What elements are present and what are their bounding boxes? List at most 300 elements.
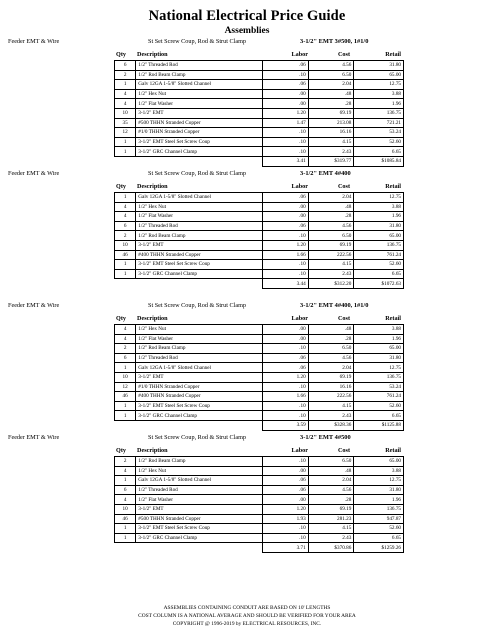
cell-labor: 1.47 xyxy=(263,118,309,128)
cell-cost: 69.19 xyxy=(308,372,354,382)
cell-labor: .10 xyxy=(263,382,309,392)
cell-qty: 10 xyxy=(115,108,136,118)
total-spacer xyxy=(136,156,263,166)
table-row xyxy=(115,363,404,373)
section-assembly-name: 3-1/2" EMT 3#500, 1#1/0 xyxy=(300,38,369,45)
column-header-labor: Labor xyxy=(291,183,308,190)
table-row xyxy=(115,250,404,260)
table-row xyxy=(115,457,404,467)
column-header-retail: Retail xyxy=(385,51,401,58)
cell-cost: 2.43 xyxy=(308,533,354,543)
cell-labor: .00 xyxy=(263,202,309,212)
cell-retail: 53.24 xyxy=(354,382,404,392)
table-row xyxy=(115,147,404,157)
column-header-qty: Qty xyxy=(116,183,126,190)
cell-qty: 6 xyxy=(115,485,136,495)
table-row xyxy=(115,353,404,363)
cell-labor: .00 xyxy=(263,99,309,109)
section-header xyxy=(0,433,494,443)
cell-qty: 35 xyxy=(115,118,136,128)
cell-qty: 1 xyxy=(115,476,136,486)
table-row xyxy=(115,240,404,250)
cell-retail: 12.75 xyxy=(354,363,404,373)
cell-labor: .10 xyxy=(263,457,309,467)
cell-labor: .10 xyxy=(263,533,309,543)
table-row xyxy=(115,137,404,147)
cell-retail: 136.75 xyxy=(354,108,404,118)
cell-retail: 31.80 xyxy=(354,485,404,495)
table-row xyxy=(115,212,404,222)
cell-qty: 1 xyxy=(115,524,136,534)
cell-retail: 3.88 xyxy=(354,325,404,335)
cell-desc: 3-1/2" GRC Channel Clamp xyxy=(136,411,263,421)
assembly-section xyxy=(0,433,494,565)
cell-labor: .00 xyxy=(263,495,309,505)
cell-cost: 2.43 xyxy=(308,411,354,421)
cell-cost: .48 xyxy=(308,202,354,212)
cell-qty: 46 xyxy=(115,514,136,524)
cell-retail: 3.88 xyxy=(354,466,404,476)
table-row xyxy=(115,128,404,138)
cell-labor: 1.20 xyxy=(263,240,309,250)
cell-qty: 1 xyxy=(115,80,136,90)
column-header-description: Description xyxy=(137,447,168,454)
cell-qty: 1 xyxy=(115,147,136,157)
cell-qty: 10 xyxy=(115,240,136,250)
cell-qty: 1 xyxy=(115,363,136,373)
cell-qty: 4 xyxy=(115,202,136,212)
cell-desc: 3-1/2" GRC Channel Clamp xyxy=(136,269,263,279)
cell-labor: .10 xyxy=(263,411,309,421)
assembly-section xyxy=(0,37,494,169)
cell-desc: 1/2" Threaded Rod xyxy=(136,485,263,495)
table-row xyxy=(115,89,404,99)
cell-labor: .06 xyxy=(263,363,309,373)
column-header-qty: Qty xyxy=(116,447,126,454)
cell-retail: 6.65 xyxy=(354,411,404,421)
section-header xyxy=(0,301,494,311)
cell-labor: 1.20 xyxy=(263,108,309,118)
total-labor: 3.71 xyxy=(263,543,309,553)
cell-retail: 6.65 xyxy=(354,269,404,279)
cell-cost: 2.43 xyxy=(308,147,354,157)
cell-retail: 947.87 xyxy=(354,514,404,524)
cell-desc: Galv 12GA 1-5/8" Slotted Channel xyxy=(136,476,263,486)
totals-row xyxy=(115,543,404,553)
cell-retail: 3.88 xyxy=(354,202,404,212)
column-header-cost: Cost xyxy=(337,51,350,58)
cell-cost: 6.50 xyxy=(308,70,354,80)
cell-qty: 1 xyxy=(115,137,136,147)
total-spacer xyxy=(115,156,136,166)
cell-labor: .10 xyxy=(263,344,309,354)
cell-retail: 1.96 xyxy=(354,212,404,222)
table-row xyxy=(115,476,404,486)
cell-labor: .00 xyxy=(263,466,309,476)
total-spacer xyxy=(115,543,136,553)
items-table xyxy=(114,60,404,167)
cell-desc: 1/2" Rod Beam Clamp xyxy=(136,70,263,80)
cell-desc: 3-1/2" GRC Channel Clamp xyxy=(136,147,263,157)
cell-retail: 136.75 xyxy=(354,240,404,250)
cell-desc: 3-1/2" EMT xyxy=(136,240,263,250)
cell-retail: 136.75 xyxy=(354,372,404,382)
table-row xyxy=(115,334,404,344)
cell-labor: .10 xyxy=(263,137,309,147)
cell-cost: 4.56 xyxy=(308,353,354,363)
section-category: Feeder EMT & Wire xyxy=(8,302,60,309)
table-row xyxy=(115,533,404,543)
cell-labor: .10 xyxy=(263,70,309,80)
cell-cost: 6.50 xyxy=(308,457,354,467)
cell-labor: .10 xyxy=(263,269,309,279)
cell-retail: 12.75 xyxy=(354,476,404,486)
cell-labor: 1.20 xyxy=(263,372,309,382)
cell-desc: 1/2" Hex Nut xyxy=(136,325,263,335)
section-type: St Set Screw Coup, Rod & Strut Clamp xyxy=(148,434,246,441)
items-table xyxy=(114,456,404,553)
table-row xyxy=(115,221,404,231)
table-row xyxy=(115,344,404,354)
cell-cost: 2.04 xyxy=(308,80,354,90)
cell-retail: 12.75 xyxy=(354,80,404,90)
cell-desc: 1/2" Hex Nut xyxy=(136,466,263,476)
table-row xyxy=(115,485,404,495)
cell-cost: 69.19 xyxy=(308,108,354,118)
section-header xyxy=(0,169,494,179)
cell-retail: 65.00 xyxy=(354,231,404,241)
cell-qty: 4 xyxy=(115,334,136,344)
page-subtitle: Assemblies xyxy=(224,26,270,36)
table-row xyxy=(115,401,404,411)
page-title: National Electrical Price Guide xyxy=(148,8,346,24)
cell-labor: .00 xyxy=(263,325,309,335)
column-headers xyxy=(0,51,494,59)
column-header-labor: Labor xyxy=(291,447,308,454)
totals-row xyxy=(115,420,404,430)
table-row xyxy=(115,514,404,524)
footer-line: COPYRIGHT @ 1996-2019 by ELECTRICAL RESOURCES, INC. xyxy=(172,621,322,627)
cell-retail: 1.96 xyxy=(354,495,404,505)
cell-desc: #400 THHN Stranded Copper xyxy=(136,250,263,260)
column-header-retail: Retail xyxy=(385,183,401,190)
cell-desc: 1/2" Flat Washer xyxy=(136,495,263,505)
total-retail: $1072.63 xyxy=(354,279,404,289)
cell-desc: Galv 12GA 1-5/8" Slotted Channel xyxy=(136,80,263,90)
cell-labor: .06 xyxy=(263,485,309,495)
cell-labor: .00 xyxy=(263,334,309,344)
cell-labor: 1.66 xyxy=(263,392,309,402)
cell-cost: 4.56 xyxy=(308,61,354,71)
cell-desc: 1/2" Hex Nut xyxy=(136,202,263,212)
cell-desc: 3-1/2" EMT xyxy=(136,108,263,118)
column-header-cost: Cost xyxy=(337,447,350,454)
total-cost: $328.36 xyxy=(308,420,354,430)
section-category: Feeder EMT & Wire xyxy=(8,170,60,177)
cell-labor: .00 xyxy=(263,212,309,222)
cell-cost: .28 xyxy=(308,334,354,344)
cell-cost: 2.04 xyxy=(308,476,354,486)
cell-labor: .06 xyxy=(263,353,309,363)
section-assembly-name: 3-1/2" EMT 4#400 xyxy=(300,170,351,177)
total-retail: $1085.84 xyxy=(354,156,404,166)
cell-retail: 6.65 xyxy=(354,533,404,543)
table-row xyxy=(115,504,404,514)
cell-desc: 1/2" Rod Beam Clamp xyxy=(136,457,263,467)
cell-retail: 52.60 xyxy=(354,137,404,147)
cell-retail: 53.24 xyxy=(354,128,404,138)
cell-retail: 31.80 xyxy=(354,353,404,363)
cell-cost: 2.43 xyxy=(308,269,354,279)
cell-cost: 222.56 xyxy=(308,250,354,260)
cell-qty: 4 xyxy=(115,495,136,505)
cell-qty: 12 xyxy=(115,128,136,138)
cell-retail: 12.75 xyxy=(354,193,404,203)
table-row xyxy=(115,260,404,270)
cell-retail: 52.60 xyxy=(354,260,404,270)
cell-qty: 2 xyxy=(115,70,136,80)
table-row xyxy=(115,108,404,118)
cell-desc: #500 THHN Stranded Copper xyxy=(136,118,263,128)
total-cost: $312.20 xyxy=(308,279,354,289)
table-row xyxy=(115,202,404,212)
cell-cost: .48 xyxy=(308,466,354,476)
cell-qty: 6 xyxy=(115,221,136,231)
cell-labor: .06 xyxy=(263,221,309,231)
cell-cost: 16.16 xyxy=(308,382,354,392)
cell-qty: 12 xyxy=(115,382,136,392)
cell-qty: 1 xyxy=(115,401,136,411)
cell-desc: 3-1/2" EMT Steel Set Screw Coup xyxy=(136,524,263,534)
cell-cost: 6.50 xyxy=(308,231,354,241)
cell-qty: 4 xyxy=(115,325,136,335)
column-header-qty: Qty xyxy=(116,315,126,322)
cell-labor: .10 xyxy=(263,128,309,138)
cell-desc: 1/2" Hex Nut xyxy=(136,89,263,99)
cell-qty: 46 xyxy=(115,250,136,260)
column-header-description: Description xyxy=(137,51,168,58)
cell-desc: 1/2" Flat Washer xyxy=(136,212,263,222)
footer-line: ASSEMBLIES CONTAINING CONDUIT ARE BASED ON 10' LENGTHS xyxy=(163,605,331,611)
cell-cost: .28 xyxy=(308,99,354,109)
section-type: St Set Screw Coup, Rod & Strut Clamp xyxy=(148,38,246,45)
cell-retail: 52.60 xyxy=(354,401,404,411)
total-spacer xyxy=(115,279,136,289)
cell-qty: 6 xyxy=(115,61,136,71)
cell-cost: 2.04 xyxy=(308,363,354,373)
section-category: Feeder EMT & Wire xyxy=(8,434,60,441)
cell-retail: 65.00 xyxy=(354,70,404,80)
total-cost: $319.77 xyxy=(308,156,354,166)
column-header-cost: Cost xyxy=(337,183,350,190)
cell-cost: 4.56 xyxy=(308,485,354,495)
cell-labor: .10 xyxy=(263,524,309,534)
cell-desc: #400 THHN Stranded Copper xyxy=(136,392,263,402)
cell-qty: 1 xyxy=(115,260,136,270)
cell-desc: #1/0 THHN Stranded Copper xyxy=(136,128,263,138)
cell-desc: 3-1/2" EMT Steel Set Screw Coup xyxy=(136,401,263,411)
cell-desc: 3-1/2" EMT xyxy=(136,504,263,514)
total-spacer xyxy=(136,543,263,553)
cell-cost: 4.15 xyxy=(308,137,354,147)
cell-desc: 3-1/2" GRC Channel Clamp xyxy=(136,533,263,543)
column-header-cost: Cost xyxy=(337,315,350,322)
total-spacer xyxy=(136,420,263,430)
cell-retail: 761.24 xyxy=(354,392,404,402)
cell-desc: 1/2" Rod Beam Clamp xyxy=(136,231,263,241)
cell-qty: 4 xyxy=(115,89,136,99)
section-type: St Set Screw Coup, Rod & Strut Clamp xyxy=(148,302,246,309)
table-row xyxy=(115,495,404,505)
cell-cost: .48 xyxy=(308,89,354,99)
table-row xyxy=(115,70,404,80)
total-spacer xyxy=(136,279,263,289)
table-row xyxy=(115,61,404,71)
cell-cost: 2.04 xyxy=(308,193,354,203)
items-table xyxy=(114,192,404,289)
footer-line: COST COLUMN IS A NATIONAL AVERAGE AND SHOULD BE VERIFIED FOR YOUR AREA xyxy=(138,613,356,619)
column-header-labor: Labor xyxy=(291,315,308,322)
cell-cost: 4.15 xyxy=(308,401,354,411)
totals-row xyxy=(115,279,404,289)
column-headers xyxy=(0,447,494,455)
cell-labor: .10 xyxy=(263,260,309,270)
cell-retail: 31.80 xyxy=(354,61,404,71)
section-header xyxy=(0,37,494,47)
table-row xyxy=(115,392,404,402)
table-row xyxy=(115,466,404,476)
cell-cost: .28 xyxy=(308,495,354,505)
cell-labor: .06 xyxy=(263,476,309,486)
cell-qty: 6 xyxy=(115,353,136,363)
cell-qty: 10 xyxy=(115,504,136,514)
cell-retail: 1.96 xyxy=(354,99,404,109)
cell-desc: 3-1/2" EMT Steel Set Screw Coup xyxy=(136,137,263,147)
section-category: Feeder EMT & Wire xyxy=(8,38,60,45)
table-row xyxy=(115,231,404,241)
cell-cost: 4.15 xyxy=(308,260,354,270)
cell-qty: 1 xyxy=(115,411,136,421)
cell-cost: 213.08 xyxy=(308,118,354,128)
cell-qty: 1 xyxy=(115,269,136,279)
column-header-description: Description xyxy=(137,183,168,190)
total-cost: $370.86 xyxy=(308,543,354,553)
cell-desc: #1/0 THHN Stranded Copper xyxy=(136,382,263,392)
cell-labor: .10 xyxy=(263,147,309,157)
cell-desc: #500 THHN Stranded Copper xyxy=(136,514,263,524)
cell-retail: 3.88 xyxy=(354,89,404,99)
assembly-sections xyxy=(0,37,494,565)
table-row xyxy=(115,524,404,534)
cell-desc: 3-1/2" EMT Steel Set Screw Coup xyxy=(136,260,263,270)
cell-desc: 1/2" Flat Washer xyxy=(136,99,263,109)
table-row xyxy=(115,99,404,109)
cell-qty: 2 xyxy=(115,344,136,354)
cell-desc: 3-1/2" EMT xyxy=(136,372,263,382)
cell-retail: 136.75 xyxy=(354,504,404,514)
section-type: St Set Screw Coup, Rod & Strut Clamp xyxy=(148,170,246,177)
total-retail: $1125.88 xyxy=(354,420,404,430)
total-labor: 3.59 xyxy=(263,420,309,430)
column-headers xyxy=(0,183,494,191)
cell-cost: .28 xyxy=(308,212,354,222)
assembly-section xyxy=(0,169,494,301)
cell-desc: 1/2" Threaded Rod xyxy=(136,221,263,231)
total-retail: $1259.26 xyxy=(354,543,404,553)
cell-cost: .48 xyxy=(308,325,354,335)
cell-qty: 1 xyxy=(115,193,136,203)
cell-desc: 1/2" Flat Washer xyxy=(136,334,263,344)
cell-retail: 65.00 xyxy=(354,457,404,467)
cell-desc: 1/2" Threaded Rod xyxy=(136,61,263,71)
cell-retail: 52.60 xyxy=(354,524,404,534)
table-row xyxy=(115,118,404,128)
total-labor: 3.41 xyxy=(263,156,309,166)
table-row xyxy=(115,193,404,203)
column-header-qty: Qty xyxy=(116,51,126,58)
cell-qty: 46 xyxy=(115,392,136,402)
cell-qty: 10 xyxy=(115,372,136,382)
cell-cost: 69.19 xyxy=(308,240,354,250)
cell-desc: 1/2" Rod Beam Clamp xyxy=(136,344,263,354)
column-header-retail: Retail xyxy=(385,315,401,322)
cell-qty: 4 xyxy=(115,99,136,109)
cell-retail: 1.96 xyxy=(354,334,404,344)
section-assembly-name: 3-1/2" EMT 4#400, 1#1/0 xyxy=(300,302,369,309)
cell-labor: 1.20 xyxy=(263,504,309,514)
cell-cost: 6.50 xyxy=(308,344,354,354)
table-row xyxy=(115,411,404,421)
cell-qty: 1 xyxy=(115,533,136,543)
totals-row xyxy=(115,156,404,166)
column-headers xyxy=(0,315,494,323)
cell-qty: 4 xyxy=(115,212,136,222)
table-row xyxy=(115,372,404,382)
items-table xyxy=(114,324,404,431)
cell-desc: Galv 12GA 1-5/8" Slotted Channel xyxy=(136,363,263,373)
cell-labor: 1.93 xyxy=(263,514,309,524)
table-row xyxy=(115,382,404,392)
cell-labor: .06 xyxy=(263,193,309,203)
cell-cost: 222.56 xyxy=(308,392,354,402)
total-spacer xyxy=(115,420,136,430)
cell-retail: 65.00 xyxy=(354,344,404,354)
cell-labor: .10 xyxy=(263,401,309,411)
cell-retail: 31.80 xyxy=(354,221,404,231)
cell-labor: .06 xyxy=(263,80,309,90)
section-assembly-name: 3-1/2" EMT 4#500 xyxy=(300,434,351,441)
table-row xyxy=(115,80,404,90)
cell-qty: 2 xyxy=(115,231,136,241)
cell-labor: 1.66 xyxy=(263,250,309,260)
cell-desc: 1/2" Threaded Rod xyxy=(136,353,263,363)
total-labor: 3.44 xyxy=(263,279,309,289)
column-header-retail: Retail xyxy=(385,447,401,454)
cell-cost: 4.15 xyxy=(308,524,354,534)
column-header-description: Description xyxy=(137,315,168,322)
cell-qty: 2 xyxy=(115,457,136,467)
cell-retail: 721.21 xyxy=(354,118,404,128)
table-row xyxy=(115,325,404,335)
cell-labor: .06 xyxy=(263,61,309,71)
footer-notes xyxy=(0,604,494,628)
cell-qty: 4 xyxy=(115,466,136,476)
cell-cost: 16.16 xyxy=(308,128,354,138)
cell-cost: 4.56 xyxy=(308,221,354,231)
assembly-section xyxy=(0,301,494,433)
column-header-labor: Labor xyxy=(291,51,308,58)
cell-labor: .10 xyxy=(263,231,309,241)
